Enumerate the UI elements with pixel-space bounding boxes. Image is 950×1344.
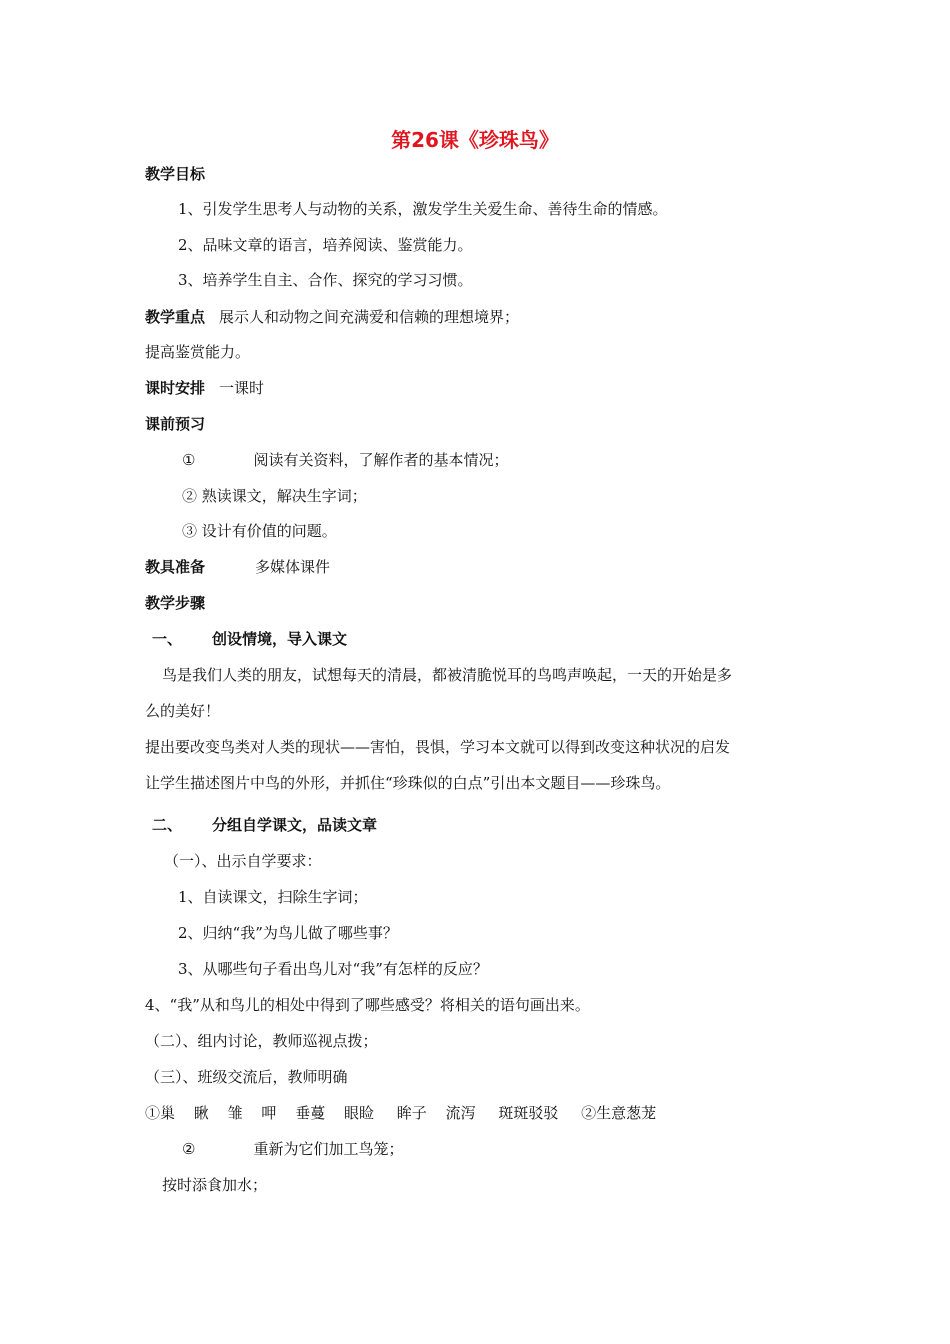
tools-text: 多媒体课件 <box>255 558 331 576</box>
step-2-heading <box>152 815 377 835</box>
preview-item-3: ③ 设计有价值的问题。 <box>182 522 337 540</box>
step-1-heading <box>152 629 347 649</box>
step-1-paragraph-1: 鸟是我们人类的朋友，试想每天的清晨，都被清脆悦耳的鸟鸣声唤起，一天的开始是多 <box>162 666 733 684</box>
step-1-number: 一、 <box>152 630 183 648</box>
step-1-paragraph-2: 提出要改变鸟类对人类的现状——害怕，畏惧，学习本文就可以得到改变这种状况的启发 <box>145 738 731 756</box>
step-1-paragraph-1b: 么的美好！ <box>145 702 221 720</box>
step-1-title: 创设情境，导入课文 <box>212 630 348 648</box>
objective-item-3: 3、培养学生自主、合作、探究的学习习惯。 <box>178 271 473 289</box>
vocab-word: 斑斑驳驳 <box>498 1104 559 1122</box>
preview-item-2: ② 熟读课文，解决生字词； <box>182 487 367 505</box>
requirement-4: 4、“我”从和鸟儿的相处中得到了哪些感受？将相关的语句画出来。 <box>145 996 590 1014</box>
vocab-word: ②生意葱茏 <box>581 1104 657 1122</box>
preview-item-1-mark: ① <box>182 451 196 469</box>
vocab-word: 呷 <box>261 1104 277 1122</box>
objective-item-1: 1、引发学生思考人与动物的关系，激发学生关爱生命、善待生命的情感。 <box>178 200 668 218</box>
requirement-1: 1、自读课文，扫除生字词； <box>178 888 368 906</box>
vocab-word: 雏 <box>227 1104 243 1122</box>
vocab-word: 瞅 <box>193 1104 209 1122</box>
subsection-3: （三）、班级交流后，教师明确 <box>145 1068 348 1086</box>
answer-3: 按时添食加水； <box>162 1176 268 1194</box>
vocab-word: 垂蔓 <box>295 1104 326 1122</box>
schedule-line <box>145 378 264 398</box>
preview-item-1 <box>182 450 508 470</box>
vocab-line <box>145 1103 656 1123</box>
tools-line <box>145 557 330 577</box>
tools-heading: 教具准备 <box>145 558 206 576</box>
key-points-line <box>145 307 519 327</box>
answer-2-text: 重新为它们加工鸟笼； <box>253 1140 404 1158</box>
objectives-heading: 教学目标 <box>145 165 206 183</box>
objective-item-2: 2、品味文章的语言，培养阅读、鉴赏能力。 <box>178 236 473 254</box>
schedule-text: 一课时 <box>219 379 265 397</box>
step-2-title: 分组自学课文，品读文章 <box>212 816 378 834</box>
answer-2-mark: ② <box>182 1140 196 1158</box>
preview-heading: 课前预习 <box>145 415 206 433</box>
lesson-title: 第26课《珍珠鸟》 <box>391 128 559 152</box>
subsection-2: （二）、组内讨论，教师巡视点拨； <box>145 1032 378 1050</box>
key-points-text: 展示人和动物之间充满爱和信赖的理想境界； <box>219 308 520 326</box>
requirement-3: 3、从哪些句子看出鸟儿对“我”有怎样的反应？ <box>178 960 488 978</box>
key-points-text-2: 提高鉴赏能力。 <box>145 343 251 361</box>
vocab-word: 流泻 <box>445 1104 476 1122</box>
preview-item-1-text: 阅读有关资料，了解作者的基本情况； <box>253 451 509 469</box>
step-2-number: 二、 <box>152 816 183 834</box>
subsection-1: （一）、出示自学要求： <box>164 852 322 870</box>
key-points-heading: 教学重点 <box>145 308 206 326</box>
requirement-2: 2、归纳“我”为鸟儿做了哪些事？ <box>178 924 398 942</box>
answer-2 <box>182 1139 403 1159</box>
steps-heading: 教学步骤 <box>145 594 206 612</box>
vocab-word: 眸子 <box>396 1104 427 1122</box>
vocab-word: ①巢 <box>145 1104 176 1122</box>
schedule-heading: 课时安排 <box>145 379 206 397</box>
vocab-word: 眼睑 <box>343 1104 374 1122</box>
step-1-paragraph-3: 让学生描述图片中鸟的外形，并抓住“珍珠似的白点”引出本文题目——珍珠鸟。 <box>145 774 671 792</box>
